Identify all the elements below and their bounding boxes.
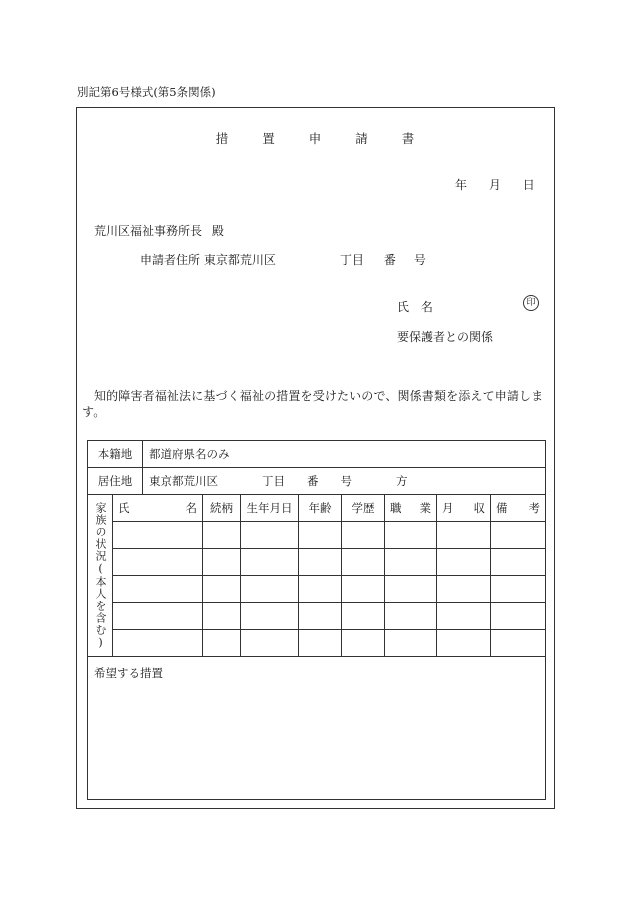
family-section-label: 家族の状況(本人を含む) (88, 495, 113, 657)
month-label: 月 (488, 178, 501, 192)
family-row (88, 522, 546, 549)
col-relation-header: 続柄 (203, 495, 241, 522)
honseki-label: 本籍地 (88, 441, 143, 468)
application-statement: 知的障害者福祉法に基づく福祉の措置を受けたいので、関係書類を添えて申請します。 (82, 389, 544, 419)
applicant-city: 東京都荒川区 (203, 253, 276, 267)
applicant-name-row[interactable] (397, 298, 433, 315)
go-label: 号 (413, 253, 426, 267)
form-number-label: 別記第6号様式(第5条関係) (77, 85, 216, 99)
residence-chome: 丁目 (262, 474, 285, 488)
document-title: 措 置 申 請 書 (215, 131, 415, 146)
ban-label: 番 (383, 253, 396, 267)
col-income-header: 月 収 (437, 495, 491, 522)
family-row (88, 630, 546, 657)
residence-kata: 方 (396, 474, 408, 488)
day-label: 日 (522, 178, 535, 192)
seal-icon: 印 (523, 295, 539, 311)
date-line[interactable] (455, 176, 535, 193)
col-job-header: 職 業 (385, 495, 437, 522)
residence-value[interactable] (143, 468, 546, 495)
desired-measures-label: 希望する措置 (94, 666, 163, 680)
col-birthdate-header: 生年月日 (241, 495, 299, 522)
col-education-header: 学歴 (342, 495, 385, 522)
col-name-header: 氏 名 (113, 495, 203, 522)
residence-ban: 番 (307, 474, 319, 488)
chome-label: 丁目 (339, 253, 364, 267)
applicant-address-row[interactable] (140, 251, 426, 268)
addressee: 荒川区福祉事務所長 殿 (94, 224, 224, 238)
applicant-address-label: 申請者住所 (140, 253, 201, 267)
applicant-name-label: 氏 名 (397, 300, 433, 314)
residence-city: 東京都荒川区 (149, 474, 218, 488)
relation-label: 要保護者との関係 (397, 330, 494, 344)
wish-row (88, 657, 546, 800)
honseki-value[interactable]: 都道府県名のみ (143, 441, 546, 468)
family-header-row (88, 495, 546, 522)
desired-measures-field[interactable] (88, 657, 546, 800)
application-table (87, 440, 546, 800)
family-row (88, 576, 546, 603)
honseki-row (88, 441, 546, 468)
relation-row[interactable] (397, 328, 493, 345)
residence-row (88, 468, 546, 495)
family-row (88, 549, 546, 576)
residence-go: 号 (340, 474, 352, 488)
col-age-header: 年齢 (299, 495, 342, 522)
family-row (88, 603, 546, 630)
residence-label: 居住地 (88, 468, 143, 495)
col-remarks-header: 備 考 (491, 495, 546, 522)
year-label: 年 (455, 178, 468, 192)
